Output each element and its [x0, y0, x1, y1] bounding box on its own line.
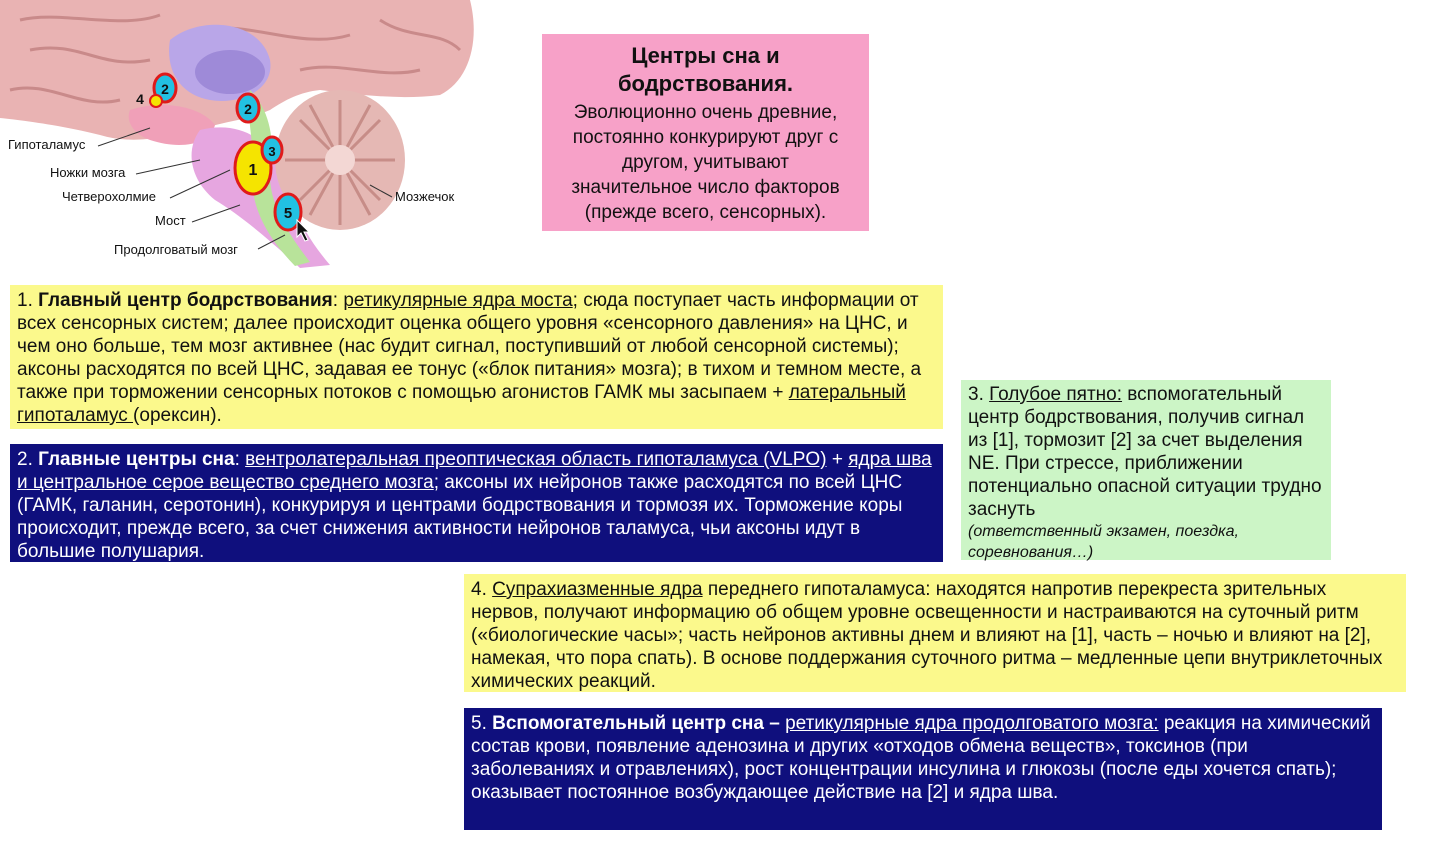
- item-text: вспомогательный центр бодрствования, получив сигнал из [1], тормозит [2] за счет выделения NE. При стрессе, приближении потенциально опасной ситуации трудно заснуть: [968, 384, 1322, 520]
- title-description: [542, 100, 869, 225]
- marker-2a-label: 2: [161, 81, 169, 97]
- item-note: (ответственный экзамен, поездка, соревнования…): [968, 523, 1239, 561]
- item-text: переднего гипоталамуса: находятся напротив перекреста зрительных нервов, получают информацию об общем уровне освещенности и настраиваются на суточный ритм («биологические часы»; часть нейронов активны днем и влияют на [1], часть – ночью и влияют на [2], намекая, что пора спать). В основе поддержания суточного ритма – медленные цепи внутриклеточных химических реакций.: [471, 579, 1383, 692]
- label-quadrigemina: Четверохолмие: [62, 189, 157, 204]
- item-number: 1.: [17, 290, 39, 311]
- item-number: 2.: [17, 449, 39, 470]
- suprachiasmatic-box: [464, 574, 1406, 692]
- item-text: ; сюда поступает часть информации от всех сенсорных систем; далее происходит оценка общего уровня «сенсорного давления» на ЦНС, и чем оно больше, тем мозг активнее (нас будит сигнал, поступивший от любой сенсорной системы); аксоны расходятся по всей ЦНС, задавая ее тонус («блок питания» мозга); в тихом и темном месте, а также при торможении сенсорных потоков с помощью агонистов ГАМК мы засыпаем +: [17, 290, 922, 403]
- item-number: 3.: [968, 384, 990, 405]
- term-link: ретикулярные ядра моста: [343, 290, 573, 311]
- marker-1-label: 1: [248, 162, 258, 179]
- term-link: ретикулярные ядра продолговатого мозга:: [785, 713, 1159, 734]
- marker-5-label: 5: [283, 205, 293, 222]
- sleep-center-box: [10, 444, 943, 562]
- separator: +: [826, 449, 849, 470]
- item-heading: Вспомогательный центр сна –: [492, 713, 786, 734]
- aux-sleep-center-box: [464, 708, 1382, 830]
- locus-coeruleus-box: [961, 380, 1331, 560]
- desc-line: Эволюционно очень древние,: [573, 102, 838, 123]
- desc-line: (прежде всего, сенсорных).: [584, 202, 827, 223]
- label-medulla: Продолговатый мозг: [114, 242, 238, 257]
- desc-line: постоянно конкурируют друг с: [572, 127, 839, 148]
- desc-line: значительное число факторов: [571, 177, 840, 198]
- term-link: Голубое пятно:: [989, 384, 1123, 405]
- label-cerebral-peduncles: Ножки мозга: [50, 165, 126, 180]
- term-link: вентролатеральная преоптическая область гипоталамуса (VLPO): [245, 449, 827, 470]
- separator: :: [234, 449, 246, 470]
- brain-illustration: [0, 0, 485, 272]
- term-link: латеральный гипоталамус: [17, 382, 906, 426]
- item-heading: Главный центр бодрствования: [38, 290, 333, 311]
- item-heading: Главные центры сна: [38, 449, 235, 470]
- item-text: (орексин).: [133, 405, 222, 426]
- item-text: реакция на химический состав крови, появление аденозина и других «отходов обмена веществ», токсинов (при заболеваниях и отравлениях), рост концентрации инсулина и глюкозы (после еды хочется спать); оказывает постоянное возбуждающее действие на [2] и ядра шва.: [471, 713, 1371, 803]
- marker-2b-label: 2: [244, 101, 252, 117]
- title-line-2: бодрствования.: [617, 71, 794, 96]
- item-number: 4.: [471, 579, 493, 600]
- marker-4: [150, 95, 162, 107]
- item-number: 5.: [471, 713, 493, 734]
- desc-line: другом, учитывают: [622, 152, 789, 173]
- marker-3-label: 3: [268, 144, 276, 159]
- label-pons: Мост: [155, 213, 186, 228]
- separator: :: [332, 290, 344, 311]
- label-hypothalamus: Гипоталамус: [8, 137, 86, 152]
- title-line-1: Центры сна и: [631, 43, 780, 68]
- brain-diagram: [0, 0, 485, 272]
- marker-4-label: 4: [136, 91, 144, 107]
- term-link: Супрахиазменные ядра: [492, 579, 703, 600]
- title-card: [542, 34, 869, 231]
- term-link: ядра шва и центральное серое вещество среднего мозга: [17, 449, 932, 493]
- item-text: ; аксоны их нейронов также расходятся по всей ЦНС (ГАМК, галанин, серотонин), конкурируя и центрами бодрствования и тормозя их. Торможение коры происходит, прежде всего, за счет снижения активности нейронов таламуса, чьи аксоны идут в большие полушария.: [17, 472, 903, 562]
- wake-center-box: [10, 285, 943, 429]
- label-cerebellum: Мозжечок: [395, 189, 455, 204]
